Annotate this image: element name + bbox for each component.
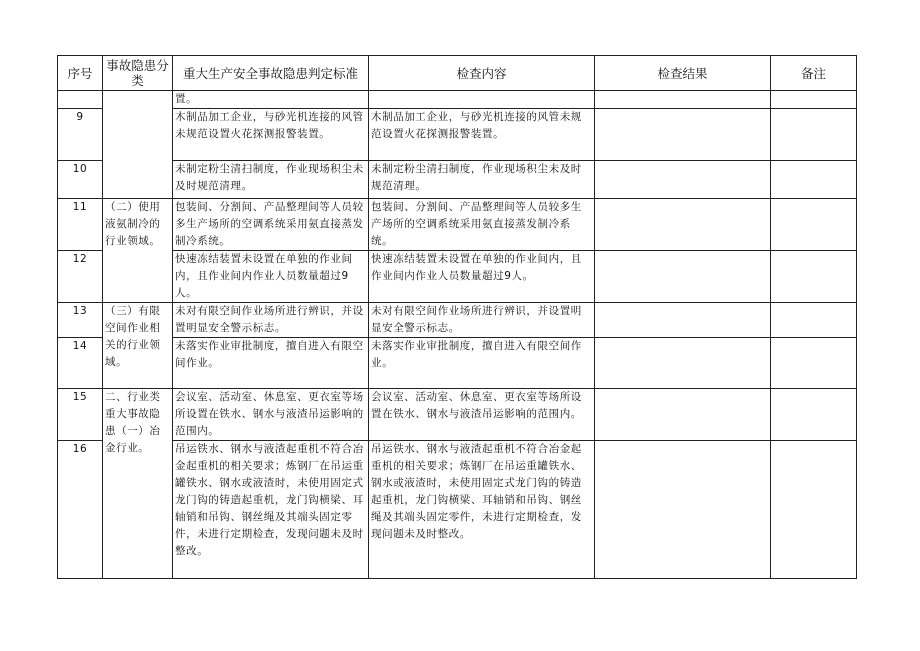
result-cell[interactable]	[595, 441, 771, 579]
row-number: 13	[58, 303, 103, 338]
standard-cell: 木制品加工企业，与砂光机连接的风管未规范设置火花探测报警装置。	[173, 109, 369, 161]
table-row	[58, 199, 857, 251]
standard-cell: 未对有限空间作业场所进行辨识，并设置明显安全警示标志。	[173, 303, 369, 338]
content-cell: 木制品加工企业，与砂光机连接的风管未规范设置火花探测报警装置。	[369, 109, 595, 161]
header-content: 检查内容	[369, 56, 595, 91]
table-row	[58, 109, 857, 161]
content-cell: 快速冻结装置未设置在单独的作业间内，且作业间内作业人员数量超过9人。	[369, 251, 595, 303]
result-cell[interactable]	[595, 199, 771, 251]
result-cell[interactable]	[595, 303, 771, 338]
table-row	[58, 161, 857, 199]
standard-cell: 快速冻结装置未设置在单独的作业间内，且作业间内作业人员数量超过9人。	[173, 251, 369, 303]
standard-cell: 包装间、分割间、产品整理间等人员较多生产场所的空调系统采用氨直接蒸发制冷系统。	[173, 199, 369, 251]
category-cell-ammonia: （二）使用液氨制冷的行业领域。	[103, 199, 173, 303]
content-cell: 未对有限空间作业场所进行辨识，并设置明显安全警示标志。	[369, 303, 595, 338]
header-row	[58, 56, 857, 91]
remark-cell[interactable]	[771, 303, 857, 338]
remark-cell[interactable]	[771, 441, 857, 579]
header-standard: 重大生产安全事故隐患判定标准	[173, 56, 369, 91]
row-number: 9	[58, 109, 103, 161]
continuation-remark-cell	[771, 91, 857, 109]
result-cell[interactable]	[595, 338, 771, 389]
remark-cell[interactable]	[771, 199, 857, 251]
header-category: 事故隐患分类	[103, 56, 173, 91]
content-cell: 未落实作业审批制度，擅自进入有限空间作业。	[369, 338, 595, 389]
remark-cell[interactable]	[771, 161, 857, 199]
continuation-result-cell	[595, 91, 771, 109]
content-cell: 未制定粉尘清扫制度，作业现场积尘未及时规范清理。	[369, 161, 595, 199]
continuation-content-cell	[369, 91, 595, 109]
standard-cell: 吊运铁水、钢水与液渣起重机不符合冶金起重机的相关要求；炼钢厂在吊运重罐铁水、钢水或液渣时，未使用固定式龙门钩的铸造起重机，龙门钩横梁、耳轴销和吊钩、钢丝绳及其端头固定零件，未进行定期检查，发现问题未及时整改。	[173, 441, 369, 579]
standard-cell: 未制定粉尘清扫制度，作业现场积尘未及时规范清理。	[173, 161, 369, 199]
header-result: 检查结果	[595, 56, 771, 91]
remark-cell[interactable]	[771, 109, 857, 161]
remark-cell[interactable]	[771, 338, 857, 389]
header-remark: 备注	[771, 56, 857, 91]
row-number: 11	[58, 199, 103, 251]
hazard-check-table	[57, 55, 857, 579]
continuation-row	[58, 91, 857, 109]
row-number: 10	[58, 161, 103, 199]
header-seq: 序号	[58, 56, 103, 91]
row-number: 14	[58, 338, 103, 389]
content-cell: 包装间、分割间、产品整理间等人员较多生产场所的空调系统采用氨直接蒸发制冷系统。	[369, 199, 595, 251]
result-cell[interactable]	[595, 109, 771, 161]
table-row	[58, 441, 857, 579]
category-cell-metallurgy: 二、行业类重大事故隐患（一）冶金行业。	[103, 389, 173, 579]
continuation-seq-cell	[58, 91, 103, 109]
result-cell[interactable]	[595, 161, 771, 199]
content-cell: 吊运铁水、钢水与液渣起重机不符合冶金起重机的相关要求；炼钢厂在吊运重罐铁水、钢水或液渣时，未使用固定式龙门钩的铸造起重机，龙门钩横梁、耳轴销和吊钩、钢丝绳及其端头固定零件，未进行定期检查，发现问题未及时整改。	[369, 441, 595, 579]
content-cell: 会议室、活动室、休息室、更衣室等场所设置在铁水、钢水与液渣吊运影响的范围内。	[369, 389, 595, 441]
row-number: 16	[58, 441, 103, 579]
row-number: 15	[58, 389, 103, 441]
table-row	[58, 389, 857, 441]
continuation-standard-cell: 置。	[173, 91, 369, 109]
result-cell[interactable]	[595, 389, 771, 441]
standard-cell: 未落实作业审批制度，擅自进入有限空间作业。	[173, 338, 369, 389]
remark-cell[interactable]	[771, 251, 857, 303]
result-cell[interactable]	[595, 251, 771, 303]
category-cell-wood	[103, 91, 173, 199]
table-row	[58, 303, 857, 338]
table-row	[58, 338, 857, 389]
table-row	[58, 251, 857, 303]
remark-cell[interactable]	[771, 389, 857, 441]
category-cell-confined: （三）有限空间作业相关的行业领域。	[103, 303, 173, 389]
row-number: 12	[58, 251, 103, 303]
standard-cell: 会议室、活动室、休息室、更衣室等场所设置在铁水、钢水与液渣吊运影响的范围内。	[173, 389, 369, 441]
